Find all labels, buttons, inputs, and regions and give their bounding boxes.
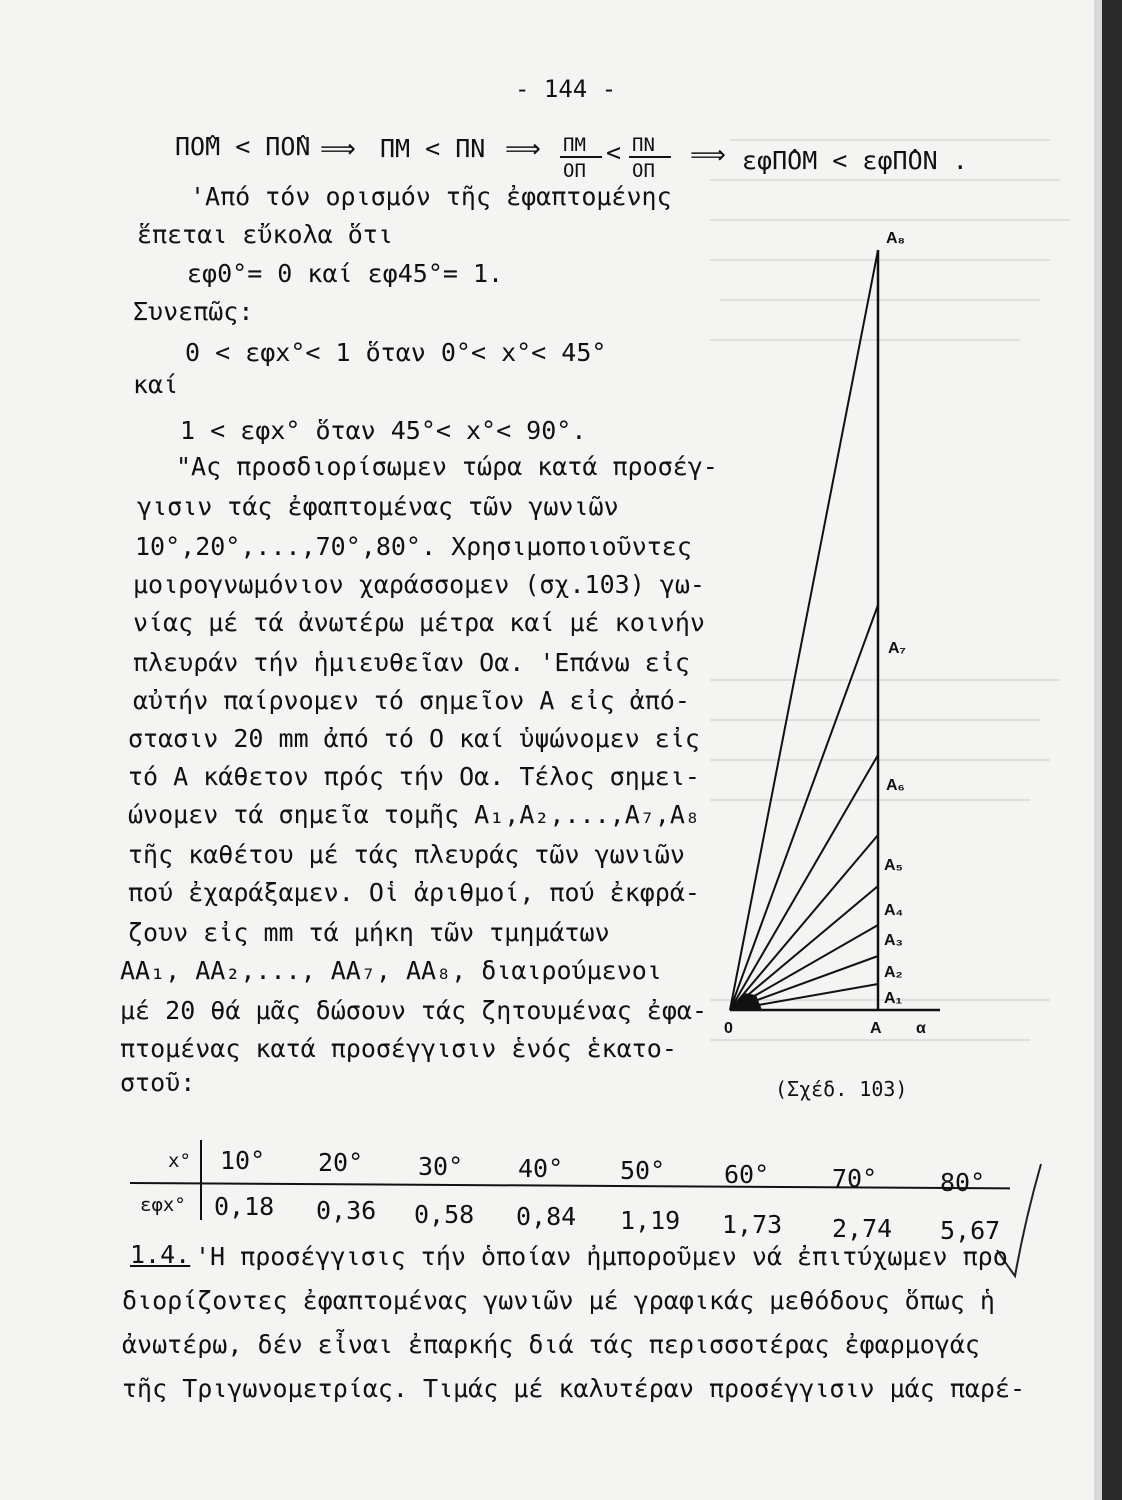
tangent-cell: 2,74 <box>832 1214 893 1243</box>
text-line: τῆς καθέτου μέ τάς πλευράς τῶν γωνιῶν <box>128 840 685 869</box>
angle-cell: 20° <box>318 1148 364 1177</box>
text-line: ώνομεν τά σημεῖα τομῆς Α₁,Α₂,...,Α₇,Α₈ <box>128 800 700 829</box>
label-a5: Α₅ <box>884 857 903 874</box>
label-origin: 0 <box>724 1020 733 1035</box>
table-horizontal-rule <box>130 1182 1010 1189</box>
fraction-denominator: ΟΠ <box>632 160 655 182</box>
tangent-table <box>130 1140 1010 1245</box>
tangent-cell: 1,19 <box>620 1206 681 1235</box>
text-line: στοῦ: <box>120 1068 196 1097</box>
less-than: < <box>606 138 622 167</box>
text-line: πλευράν τήν ἡμιευθεῖαν Οα. 'Επάνω εἰς <box>133 648 690 677</box>
angle-cell: 30° <box>418 1152 464 1181</box>
label-a8: Α₈ <box>886 230 906 247</box>
section-line: ἀνωτέρω, δέν εἶναι ἐπαρκής διά τάς περισσοτέρας ἐφαρμογάς <box>122 1330 980 1359</box>
formula-segment-compare: ΠΜ < ΠΝ <box>380 134 486 163</box>
page-gutter <box>1094 0 1102 1500</box>
section-line: διορίζοντες ἐφαπτομένας γωνιῶν μέ γραφικάς μεθόδους ὅπως ἡ <box>122 1286 995 1315</box>
text-line: ζουν εἰς mm τά μήκη τῶν τμημάτων <box>128 918 610 947</box>
section-line: 'Η προσέγγισις τήν ὁποίαν ἠμποροῦμεν νά ἐπιτύχωμεν προ <box>195 1242 1008 1271</box>
section-line: τῆς Τριγωνομετρίας. Τιμάς μέ καλυτέραν προσέγγισιν μάς παρέ- <box>122 1374 1026 1403</box>
text-line: 0 < εφx°< 1 ὅταν 0°< x°< 45° <box>185 338 607 367</box>
text-line: γισιν τάς ἐφαπτομένας τῶν γωνιῶν <box>137 492 619 521</box>
row-label-x: x° <box>168 1150 191 1172</box>
page-edge-shadow <box>1102 0 1122 1500</box>
implies-arrow: ⟹ <box>690 140 726 169</box>
page-number: - 144 - <box>515 75 617 103</box>
section-number: 1.4. <box>130 1240 191 1269</box>
label-a1: Α₁ <box>884 990 903 1007</box>
label-a7: Α₇ <box>888 640 906 657</box>
tangent-cell: 0,18 <box>214 1192 275 1221</box>
label-a4: Α₄ <box>884 902 904 919</box>
label-a2: Α₂ <box>884 964 903 981</box>
text-line: πού ἐχαράξαμεν. Οἱ ἀριθμοί, πού ἐκφρά- <box>128 878 700 907</box>
figure-103 <box>700 215 960 1035</box>
row-label-tan: εφx° <box>140 1194 186 1216</box>
text-line: ἕπεται εὔκολα ὅτι <box>137 220 393 249</box>
text-line: ΑΑ₁, ΑΑ₂,..., ΑΑ₇, ΑΑ₈, διαιρούμενοι <box>120 956 662 985</box>
angle-cell: 60° <box>724 1160 770 1189</box>
text-line: στασιν 20 mm ἀπό τό Ο καί ὑψώνομεν εἰς <box>128 724 700 753</box>
text-line: καί <box>133 370 179 399</box>
implies-arrow: ⟹ <box>505 134 541 163</box>
text-line: 1 < εφx° ὅταν 45°< x°< 90°. <box>180 416 587 445</box>
implies-arrow: ⟹ <box>320 134 356 163</box>
formula-angle-compare: ΠΟ̂Μ < ΠΟ̂Ν <box>175 132 311 161</box>
angle-cell: 10° <box>220 1146 266 1175</box>
label-a6: Α₆ <box>886 777 905 794</box>
angle-cell: 50° <box>620 1156 666 1185</box>
fraction-numerator: ΠΝ <box>632 134 655 156</box>
label-a3: Α₃ <box>884 932 903 949</box>
text-line: νίας μέ τά ἀνωτέρω μέτρα καί μέ κοινήν <box>133 608 705 637</box>
tangent-cell: 1,73 <box>722 1210 783 1239</box>
angle-cell: 70° <box>832 1164 878 1193</box>
tangent-cell: 0,58 <box>414 1200 475 1229</box>
ray-80 <box>730 250 878 1010</box>
text-line: μέ 20 θά μᾶς δώσουν τάς ζητουμένας ἐφα- <box>120 996 707 1025</box>
text-line: 10°,20°,...,70°,80°. Χρησιμοποιοῦντες <box>135 532 692 561</box>
tangent-cell: 5,67 <box>940 1216 1001 1245</box>
fraction-numerator: ΠΜ <box>563 134 586 156</box>
ray-60 <box>730 755 878 1010</box>
tangent-cell: 0,36 <box>316 1196 377 1225</box>
text-line: εφ0°= 0 καί εφ45°= 1. <box>187 259 504 288</box>
text-line: Συνεπῶς: <box>133 297 254 326</box>
text-line: αὐτήν παίρνομεν τό σημεῖον Α εἰς ἀπό- <box>133 686 690 715</box>
angle-rays <box>730 250 878 1010</box>
label-ray-alpha: α <box>916 1020 926 1035</box>
text-line: μοιρογνωμόνιον χαράσσομεν (σχ.103) γω- <box>133 570 705 599</box>
text-line: 'Από τόν ορισμόν τῆς ἐφαπτομένης <box>190 182 672 211</box>
text-line: "Ας προσδιορίσωμεν τώρα κατά προσέγ- <box>176 452 718 481</box>
table-vertical-rule <box>200 1140 202 1220</box>
tangent-cell: 0,84 <box>516 1202 577 1231</box>
angle-cell: 80° <box>940 1168 986 1197</box>
angle-cell: 40° <box>518 1154 564 1183</box>
figure-caption: (Σχέδ. 103) <box>775 1077 908 1101</box>
text-line: πτομένας κατά προσέγγισιν ἑνός ἑκατο- <box>120 1034 677 1063</box>
text-line: τό Α κάθετον πρός τήν Οα. Τέλος σημει- <box>128 762 700 791</box>
fraction-denominator: ΟΠ <box>563 160 586 182</box>
label-foot-a: Α <box>870 1020 882 1035</box>
formula-tangent-compare: εφΠ̂ΟΜ < εφΠ̂ΟΝ . <box>742 146 968 175</box>
